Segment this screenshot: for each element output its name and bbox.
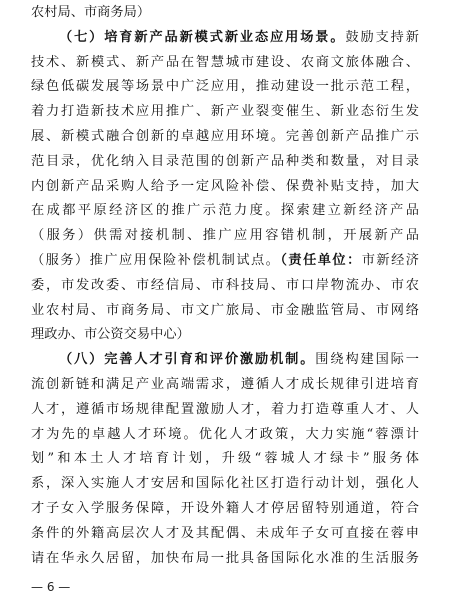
text-run: 鼓励支持新	[345, 29, 419, 45]
body-text-line: 系，深入实施人才安居和国际化社区打造行动计划，强化人	[31, 476, 419, 492]
body-text-line: 业农村局、市商务局、市文广旅局、市金融监管局、市网络	[31, 302, 419, 318]
body-text-line: 绿色低碳发展等场景中广泛应用，推动建设一批示范工程，	[31, 79, 419, 95]
text-run: （服务）推广应用保险补偿机制试点。	[31, 253, 281, 268]
bold-text-run: （八）完善人才引育和评价激励机制。	[59, 352, 316, 368]
body-text-line: 在成都平原经济区的推广示范力度。探索建立新经济产品	[31, 203, 419, 219]
body-text-line: 内创新产品采购人给予一定风险补偿、保费补贴支持，加大	[31, 178, 419, 194]
body-text-line	[59, 351, 419, 369]
body-text-line: 才子女入学服务保障，开设外籍人才停居留特别通道，符合	[31, 501, 419, 516]
body-text-line: 理政办、市公资交易中心）	[31, 327, 190, 343]
body-text-line: 流创新链和满足产业高端需求，遵循人才成长规律引进培育	[31, 377, 419, 392]
body-text-line: 条件的外籍高层次人才及其配偶、未成年子女可直接在蓉申	[31, 525, 419, 541]
body-text-line: 请在华永久居留，加快布局一批具备国际化水准的生活服务	[31, 550, 419, 566]
text-run: 围绕构建国际一	[315, 352, 419, 368]
page-number: — 6 —	[31, 580, 71, 594]
body-text-line: 展、新模式融合创新的卓越应用环境。完善创新产品推广示	[31, 129, 419, 144]
body-text-line: 人才，遵循市场规律配置激励人才，着力打造尊重人才、人	[31, 401, 419, 417]
body-text-line: 才为先的卓越人才环境。优化人才政策，大力实施“蓉漂计	[31, 426, 419, 442]
bold-text-run: （责任单位：	[280, 253, 362, 268]
body-text-line: 农村局、市商务局）	[31, 5, 151, 20]
body-text-line: 着力打造新技术应用推广、新产业裂变催生、新业态衍生发	[31, 104, 419, 120]
body-text-line: 技术、新模式、新产品在智慧城市建设、农商文旅体融合、	[31, 54, 419, 70]
body-text-line: 范目录，优化纳入目录范围的创新产品种类和数量，对目录	[31, 153, 419, 169]
body-text-line	[59, 29, 419, 47]
body-text-line: 划”和本土人才培育计划，升级“蓉城人才绿卡”服务体	[31, 451, 419, 467]
body-text-line: 委，市发改委、市经信局、市科技局、市口岸物流办、市农	[31, 277, 419, 293]
body-text-line: （服务）供需对接机制、推广应用容错机制，开展新产品	[31, 228, 419, 244]
body-text-line	[31, 252, 419, 270]
bold-text-run: （七）培育新产品新模式新业态应用场景。	[59, 29, 346, 45]
text-run: 市新经济	[361, 253, 419, 268]
